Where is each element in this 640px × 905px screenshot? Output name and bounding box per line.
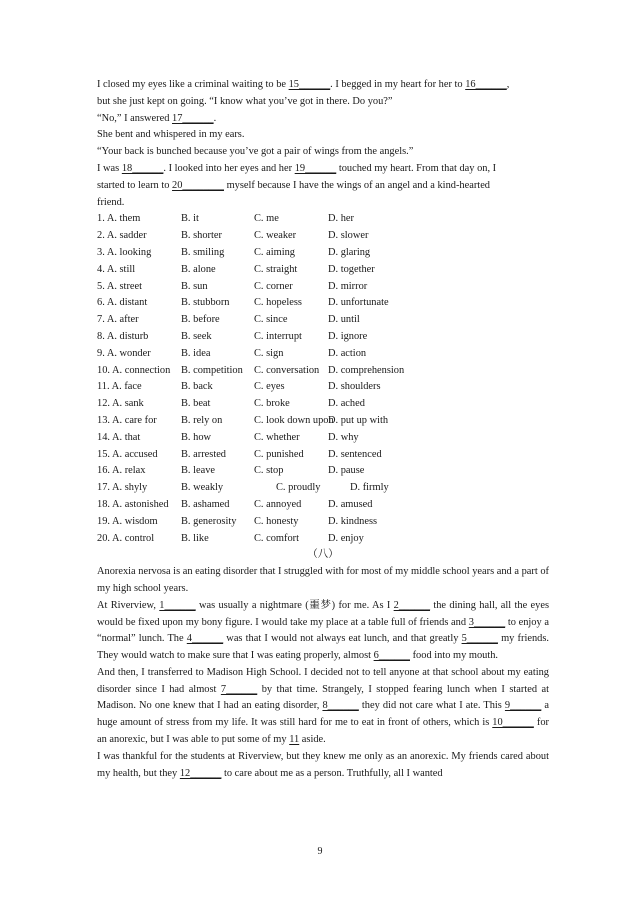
option-c: C. punished bbox=[254, 448, 304, 460]
option-b: B. like bbox=[181, 532, 209, 544]
section-heading: （八） bbox=[307, 549, 339, 561]
option-c: C. aiming bbox=[254, 246, 295, 258]
text: myself because I have the wings of an angel and a kind-hearted bbox=[223, 179, 490, 191]
option-d: D. her bbox=[328, 213, 354, 225]
text: was usually a nightmare (噩梦) for me. As I bbox=[195, 599, 394, 611]
option-b: B. beat bbox=[181, 398, 211, 410]
text: was that I would not always eat lunch, and that greatly bbox=[223, 633, 462, 645]
options-list bbox=[97, 211, 549, 547]
option-a: 12. A. sank bbox=[97, 398, 144, 410]
blank-5: 5______ bbox=[461, 633, 498, 645]
option-b: B. idea bbox=[181, 347, 211, 359]
option-a: 10. A. connection bbox=[97, 364, 171, 376]
option-a: 9. A. wonder bbox=[97, 347, 151, 359]
option-d: D. amused bbox=[328, 498, 373, 510]
option-row bbox=[97, 531, 549, 548]
option-d: D. why bbox=[328, 431, 359, 443]
option-b: B. seek bbox=[181, 330, 212, 342]
option-a: 18. A. astonished bbox=[97, 498, 169, 510]
option-c: C. honesty bbox=[254, 515, 299, 527]
passage-paragraph-1: Anorexia nervosa is an eating disorder that I struggled with for most of my middle school years and a part of my high school years. bbox=[97, 566, 549, 594]
option-a: 15. A. accused bbox=[97, 448, 158, 460]
option-a: 19. A. wisdom bbox=[97, 515, 158, 527]
option-d: D. sentenced bbox=[328, 448, 382, 460]
text: food into my mouth. bbox=[410, 650, 499, 662]
option-c: C. proudly bbox=[276, 482, 321, 494]
option-c: C. stop bbox=[254, 465, 284, 477]
text: “No,” I answered bbox=[97, 112, 173, 124]
option-a: 5. A. street bbox=[97, 280, 143, 292]
option-d: D. kindness bbox=[328, 515, 378, 527]
option-d: D. enjoy bbox=[328, 532, 364, 544]
option-c: C. look down upon bbox=[254, 414, 334, 426]
option-b: B. how bbox=[181, 431, 212, 443]
blank-1: 1______ bbox=[159, 599, 196, 611]
option-a: 6. A. distant bbox=[97, 297, 148, 309]
option-d: D. put up with bbox=[328, 414, 389, 426]
blank-3: 3______ bbox=[468, 616, 506, 628]
option-c: C. since bbox=[254, 314, 288, 326]
text: they did not care what I ate. This bbox=[358, 700, 505, 712]
option-row bbox=[97, 245, 549, 262]
option-c: C. corner bbox=[254, 280, 293, 292]
option-a: 1. A. them bbox=[97, 213, 141, 225]
option-b: B. rely on bbox=[181, 414, 223, 426]
blank-12: 12______ bbox=[179, 767, 222, 779]
option-c: C. me bbox=[254, 213, 279, 225]
option-a: 7. A. after bbox=[97, 314, 139, 326]
option-row bbox=[97, 463, 549, 480]
option-row bbox=[97, 295, 549, 312]
option-row bbox=[97, 228, 549, 245]
option-b: B. leave bbox=[181, 465, 216, 477]
text: my friends. They would watch to make sure that I was eating properly, almost bbox=[97, 633, 549, 662]
option-c: C. whether bbox=[254, 431, 300, 443]
story-line-5: “Your back is bunched because you’ve got a pair of wings from the angels.” bbox=[97, 146, 414, 158]
blank-16: 16______ bbox=[465, 79, 507, 90]
option-row bbox=[97, 430, 549, 447]
story-line-3 bbox=[97, 111, 549, 128]
blank-20: 20________ bbox=[172, 179, 224, 191]
option-a: 16. A. relax bbox=[97, 465, 146, 477]
text: started to learn to bbox=[97, 179, 173, 191]
blank-18: 18______ bbox=[121, 162, 164, 174]
text: I closed my eyes like a criminal waiting to be bbox=[97, 79, 289, 90]
option-b: B. alone bbox=[181, 263, 216, 275]
option-d: D. ached bbox=[328, 398, 365, 410]
option-row bbox=[97, 329, 549, 346]
option-d: D. pause bbox=[328, 465, 365, 477]
option-row bbox=[97, 279, 549, 296]
passage-paragraph-4 bbox=[97, 749, 549, 783]
blank-17: 17______ bbox=[172, 112, 214, 124]
option-row bbox=[97, 363, 549, 380]
text: , bbox=[506, 79, 510, 90]
option-row bbox=[97, 379, 549, 396]
blank-4: 4______ bbox=[186, 633, 224, 645]
option-row bbox=[97, 396, 549, 413]
option-b: B. competition bbox=[181, 364, 243, 376]
option-row bbox=[97, 346, 549, 363]
option-c: C. broke bbox=[254, 398, 290, 410]
option-row bbox=[97, 262, 549, 279]
option-c: C. comfort bbox=[254, 532, 300, 544]
option-b: B. it bbox=[181, 213, 199, 225]
story-line-8: friend. bbox=[97, 196, 125, 208]
option-d: D. slower bbox=[328, 230, 369, 242]
option-a: 4. A. still bbox=[97, 263, 136, 275]
text: the dining hall, all the eyes would be fixed upon my bony figure. I would take my place at a table full of friends and bbox=[97, 599, 549, 628]
story-line-7 bbox=[97, 178, 549, 195]
story-line-2: but she just kept on going. “I know what you’ve got in there. Do you?” bbox=[97, 95, 393, 107]
page-number: 9 bbox=[317, 846, 323, 857]
blank-6: 6______ bbox=[373, 650, 410, 662]
option-d: D. unfortunate bbox=[328, 297, 389, 309]
text: . bbox=[213, 112, 217, 124]
option-a: 8. A. disturb bbox=[97, 330, 149, 342]
text: And then, I transferred to Madison High School. I decided not to tell anyone at that school about my eating disorder since I had almost bbox=[97, 666, 549, 695]
option-b: B. sun bbox=[181, 280, 208, 292]
text: touched my heart. From that day on, I bbox=[336, 162, 497, 174]
option-a: 17. A. shyly bbox=[97, 482, 148, 494]
option-d: D. glaring bbox=[328, 246, 371, 258]
option-row bbox=[97, 413, 549, 430]
option-c: C. hopeless bbox=[254, 297, 302, 309]
blank-7: 7______ bbox=[220, 683, 258, 695]
text: a huge amount of stress from my life. It was still hard for me to eat in front of others, which is bbox=[97, 700, 549, 729]
option-d: D. shoulders bbox=[328, 381, 381, 393]
passage-paragraph-3 bbox=[97, 665, 549, 749]
option-c: C. conversation bbox=[254, 364, 320, 376]
option-a: 3. A. looking bbox=[97, 246, 152, 258]
option-a: 13. A. care for bbox=[97, 414, 157, 426]
option-d: D. firmly bbox=[350, 482, 389, 494]
option-b: B. generosity bbox=[181, 515, 237, 527]
text: At Riverview, bbox=[97, 599, 160, 611]
blank-9: 9______ bbox=[504, 700, 542, 712]
text: . I begged in my heart for her to bbox=[330, 79, 466, 90]
passage-paragraph-2 bbox=[97, 598, 549, 665]
option-c: C. annoyed bbox=[254, 498, 302, 510]
option-b: B. weakly bbox=[181, 482, 224, 494]
option-row bbox=[97, 447, 549, 464]
text: . I looked into her eyes and her bbox=[163, 162, 295, 174]
blank-15: 15______ bbox=[288, 79, 331, 90]
option-d: D. until bbox=[328, 314, 360, 326]
option-b: B. shorter bbox=[181, 230, 222, 242]
story-line-6 bbox=[97, 161, 549, 178]
text: for an anorexic, but I was able to put some of my bbox=[97, 717, 549, 746]
option-d: D. ignore bbox=[328, 330, 368, 342]
story-line-1 bbox=[97, 77, 549, 94]
option-b: B. smiling bbox=[181, 246, 225, 258]
option-row bbox=[97, 480, 549, 497]
blank-10: 10______ bbox=[492, 717, 534, 729]
option-b: B. arrested bbox=[181, 448, 227, 460]
text: I was thankful for the students at Riverview, but they knew me only as an anorexic. My friends cared about my health, but they bbox=[97, 750, 549, 779]
option-c: C. straight bbox=[254, 263, 298, 275]
option-b: B. before bbox=[181, 314, 220, 326]
document-page bbox=[97, 77, 549, 782]
option-c: C. sign bbox=[254, 347, 284, 359]
option-b: B. back bbox=[181, 381, 213, 393]
option-a: 14. A. that bbox=[97, 431, 141, 443]
option-d: D. comprehension bbox=[328, 364, 405, 376]
option-a: 20. A. control bbox=[97, 532, 155, 544]
blank-11: 11 bbox=[289, 734, 300, 746]
option-b: B. ashamed bbox=[181, 498, 230, 510]
text: by that time. Strangely, I stopped fearing lunch when I started at Madison. No one knew that I had an eating disorder, bbox=[97, 683, 550, 712]
option-c: C. weaker bbox=[254, 230, 297, 242]
option-b: B. stubborn bbox=[181, 297, 230, 309]
text: to care about me as a person. Truthfully, all I wanted bbox=[221, 767, 443, 779]
option-row bbox=[97, 514, 549, 531]
text: I was bbox=[97, 162, 122, 174]
option-d: D. mirror bbox=[328, 280, 368, 292]
story-line-4: She bent and whispered in my ears. bbox=[97, 129, 245, 141]
option-row bbox=[97, 312, 549, 329]
option-row bbox=[97, 497, 549, 514]
option-d: D. action bbox=[328, 347, 367, 359]
option-a: 2. A. sadder bbox=[97, 230, 147, 242]
option-c: C. interrupt bbox=[254, 330, 302, 342]
option-row bbox=[97, 211, 549, 228]
blank-2: 2______ bbox=[393, 599, 431, 611]
blank-8: 8______ bbox=[322, 700, 359, 712]
option-c: C. eyes bbox=[254, 381, 285, 393]
text: to enjoy a “normal” lunch. The bbox=[97, 616, 550, 645]
option-d: D. together bbox=[328, 263, 375, 275]
text: aside. bbox=[299, 734, 326, 746]
blank-19: 19______ bbox=[294, 162, 337, 174]
option-a: 11. A. face bbox=[97, 381, 142, 393]
